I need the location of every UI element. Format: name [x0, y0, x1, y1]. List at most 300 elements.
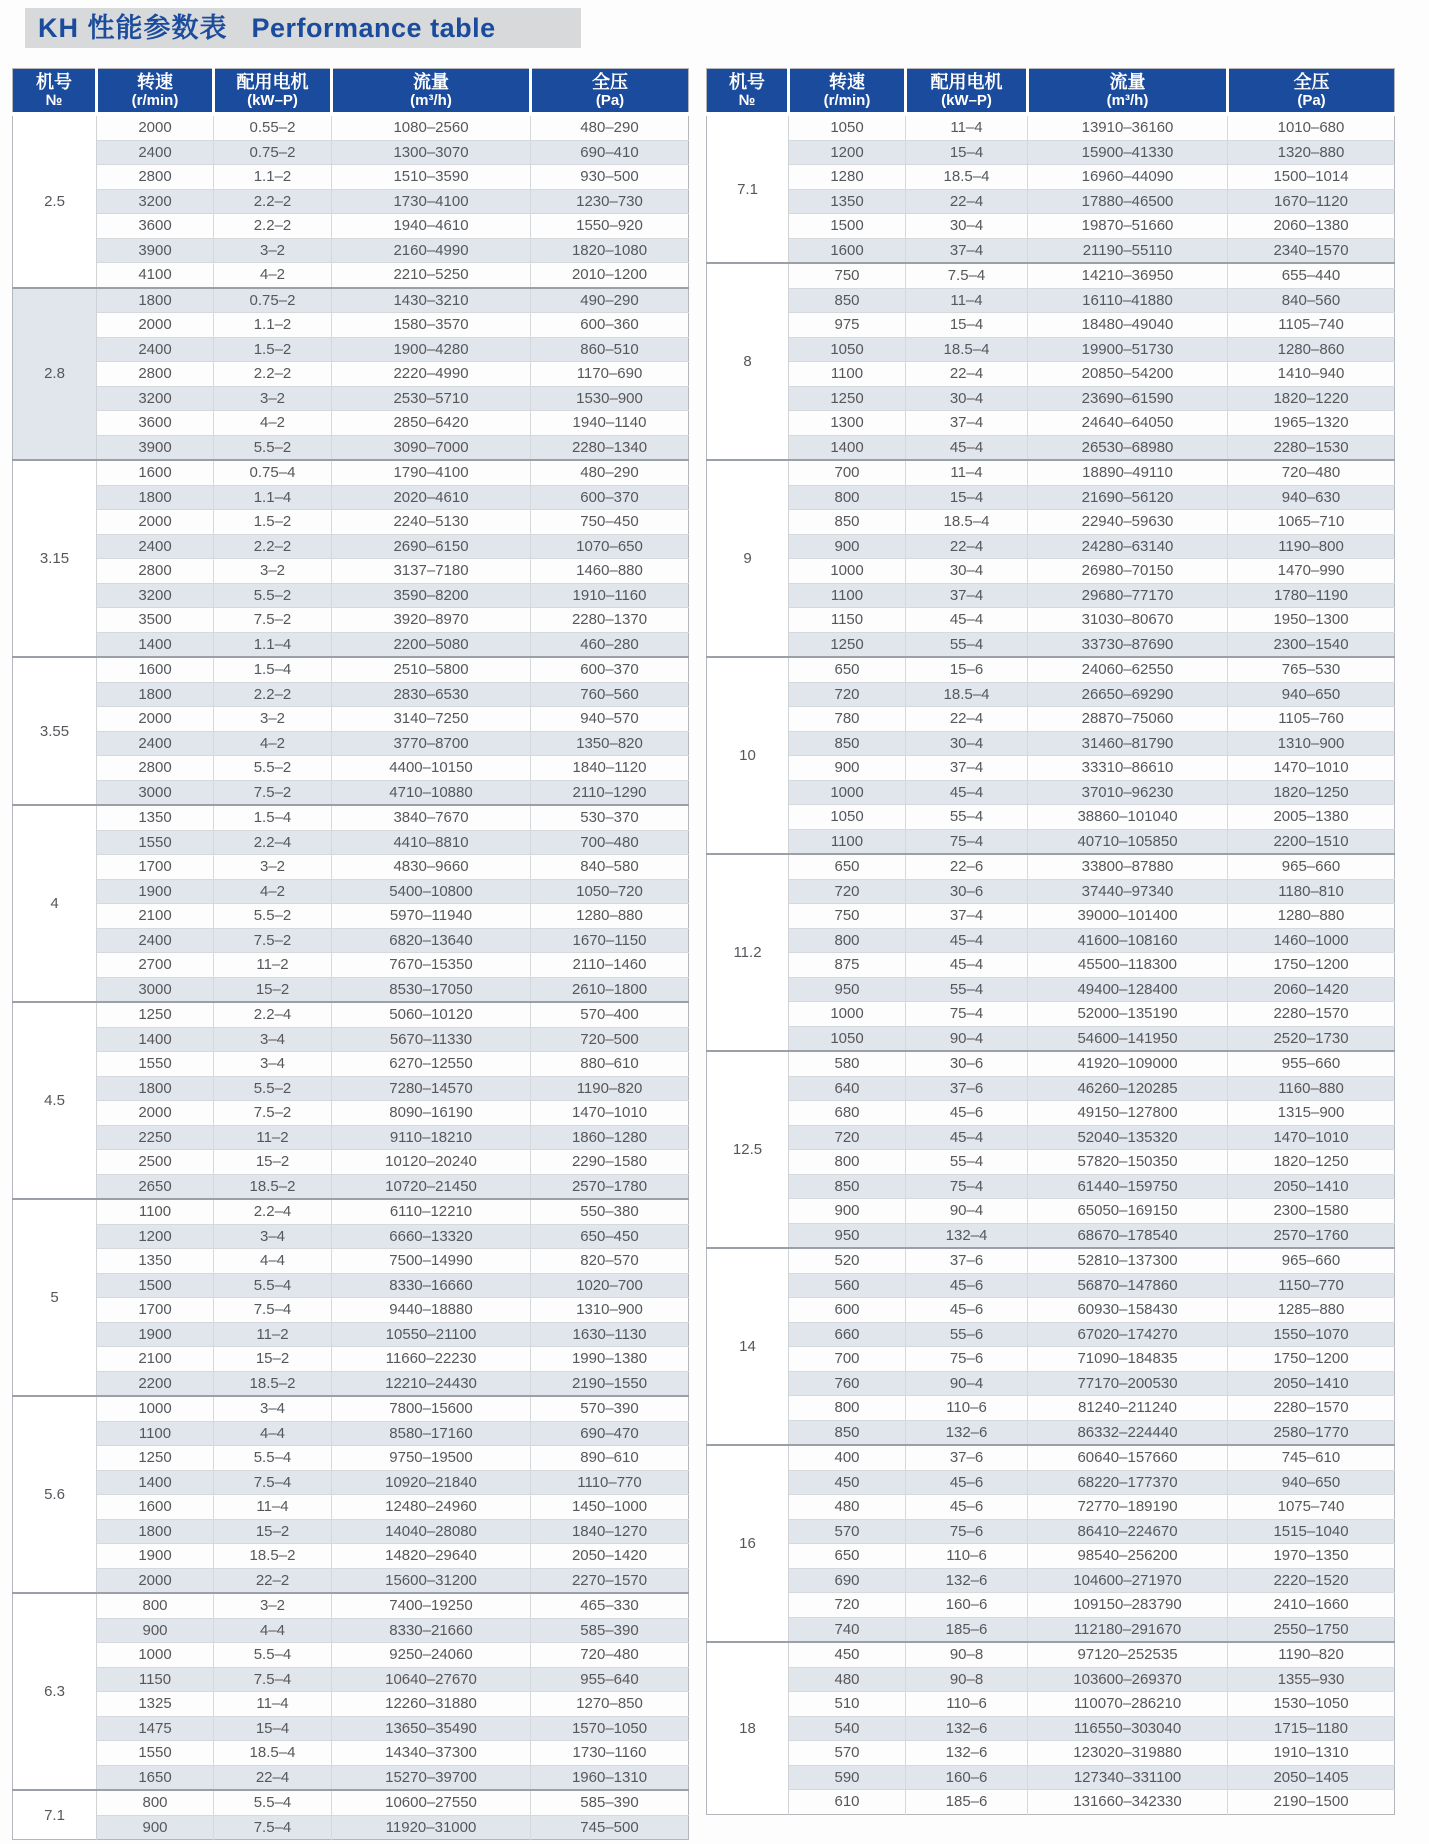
flow-cell: 12260–31880 — [332, 1692, 531, 1717]
flow-cell: 86410–224670 — [1028, 1519, 1228, 1544]
motor-cell: 3–2 — [214, 559, 332, 584]
table-row — [707, 460, 1395, 485]
table-row — [13, 904, 689, 929]
motor-cell: 45–4 — [906, 780, 1028, 805]
flow-cell: 68220–177370 — [1028, 1470, 1228, 1495]
pressure-cell: 2050–1410 — [1228, 1174, 1395, 1199]
speed-cell: 2800 — [97, 362, 214, 387]
motor-cell: 30–6 — [906, 1051, 1028, 1076]
table-row — [13, 1643, 689, 1668]
motor-cell: 2.2–2 — [214, 534, 332, 559]
flow-cell: 39000–101400 — [1028, 904, 1228, 929]
flow-cell: 11660–22230 — [332, 1347, 531, 1372]
speed-cell: 1250 — [789, 632, 906, 657]
flow-cell: 4830–9660 — [332, 855, 531, 880]
flow-cell: 45500–118300 — [1028, 953, 1228, 978]
pressure-cell: 880–610 — [531, 1052, 689, 1077]
flow-cell: 26530–68980 — [1028, 435, 1228, 460]
speed-cell: 750 — [789, 263, 906, 288]
model-no-cell: 2.8 — [13, 288, 97, 461]
motor-cell: 1.5–2 — [214, 510, 332, 535]
table-row — [707, 1716, 1395, 1741]
model-no-cell: 18 — [707, 1642, 789, 1814]
table-row — [13, 510, 689, 535]
flow-cell: 8530–17050 — [332, 977, 531, 1002]
speed-cell: 1050 — [789, 337, 906, 362]
pressure-cell: 2220–1520 — [1228, 1568, 1395, 1593]
speed-cell: 2000 — [97, 510, 214, 535]
motor-cell: 30–4 — [906, 731, 1028, 756]
table-row — [707, 1322, 1395, 1347]
motor-cell: 45–4 — [906, 953, 1028, 978]
pressure-cell: 2570–1780 — [531, 1174, 689, 1199]
pressure-cell: 465–330 — [531, 1593, 689, 1618]
speed-cell: 450 — [789, 1642, 906, 1667]
speed-cell: 800 — [789, 1396, 906, 1421]
flow-cell: 18480–49040 — [1028, 313, 1228, 338]
flow-cell: 10720–21450 — [332, 1174, 531, 1199]
flow-cell: 28870–75060 — [1028, 707, 1228, 732]
pressure-cell: 570–400 — [531, 1002, 689, 1027]
pressure-cell: 2300–1540 — [1228, 632, 1395, 657]
speed-cell: 740 — [789, 1617, 906, 1642]
motor-cell: 1.5–4 — [214, 805, 332, 830]
speed-cell: 1900 — [97, 1322, 214, 1347]
flow-cell: 9250–24060 — [332, 1643, 531, 1668]
motor-cell: 45–6 — [906, 1470, 1028, 1495]
motor-cell: 90–8 — [906, 1667, 1028, 1692]
pressure-cell: 1950–1300 — [1228, 608, 1395, 633]
motor-cell: 18.5–4 — [906, 165, 1028, 190]
motor-cell: 5.5–2 — [214, 904, 332, 929]
col-header-speed: 转速 (r/min) — [97, 69, 214, 115]
motor-cell: 22–4 — [906, 534, 1028, 559]
table-row — [13, 1692, 689, 1717]
pressure-cell: 745–610 — [1228, 1445, 1395, 1470]
pressure-cell: 860–510 — [531, 337, 689, 362]
table-body — [707, 114, 1395, 1814]
table-row — [13, 140, 689, 165]
pressure-cell: 1630–1130 — [531, 1322, 689, 1347]
motor-cell: 22–4 — [906, 362, 1028, 387]
pressure-cell: 2280–1570 — [1228, 1396, 1395, 1421]
table-row — [13, 879, 689, 904]
flow-cell: 1730–4100 — [332, 189, 531, 214]
motor-cell: 55–4 — [906, 805, 1028, 830]
pressure-cell: 1285–880 — [1228, 1298, 1395, 1323]
pressure-cell: 720–480 — [531, 1643, 689, 1668]
pressure-cell: 840–560 — [1228, 288, 1395, 313]
motor-cell: 3–2 — [214, 386, 332, 411]
flow-cell: 1580–3570 — [332, 313, 531, 338]
speed-cell: 1550 — [97, 1052, 214, 1077]
motor-cell: 90–4 — [906, 1371, 1028, 1396]
flow-cell: 37010–96230 — [1028, 780, 1228, 805]
pressure-cell: 2060–1380 — [1228, 214, 1395, 239]
speed-cell: 850 — [789, 731, 906, 756]
motor-cell: 1.5–2 — [214, 337, 332, 362]
speed-cell: 2700 — [97, 953, 214, 978]
table-row — [707, 1765, 1395, 1790]
speed-cell: 3200 — [97, 583, 214, 608]
speed-cell: 560 — [789, 1273, 906, 1298]
speed-cell: 800 — [789, 1150, 906, 1175]
speed-cell: 1150 — [97, 1667, 214, 1692]
pressure-cell: 1460–880 — [531, 559, 689, 584]
table-row — [707, 1150, 1395, 1175]
flow-cell: 29680–77170 — [1028, 583, 1228, 608]
motor-cell: 45–4 — [906, 608, 1028, 633]
pressure-cell: 750–450 — [531, 510, 689, 535]
motor-cell: 3–2 — [214, 1593, 332, 1618]
flow-cell: 123020–319880 — [1028, 1741, 1228, 1766]
speed-cell: 2800 — [97, 756, 214, 781]
pressure-cell: 1550–920 — [531, 214, 689, 239]
page-title-band — [25, 8, 581, 48]
motor-cell: 160–6 — [906, 1765, 1028, 1790]
motor-cell: 132–6 — [906, 1716, 1028, 1741]
motor-cell: 11–2 — [214, 1125, 332, 1150]
table-row — [707, 682, 1395, 707]
table-row — [13, 1347, 689, 1372]
motor-cell: 11–4 — [906, 460, 1028, 485]
table-row — [13, 1002, 689, 1027]
performance-table-left — [12, 68, 689, 1840]
table-row — [707, 1790, 1395, 1815]
table-row — [13, 756, 689, 781]
pressure-cell: 2340–1570 — [1228, 238, 1395, 263]
flow-cell: 103600–269370 — [1028, 1667, 1228, 1692]
pressure-cell: 1280–860 — [1228, 337, 1395, 362]
pressure-cell: 1310–900 — [531, 1298, 689, 1323]
speed-cell: 720 — [789, 682, 906, 707]
speed-cell: 780 — [789, 707, 906, 732]
pressure-cell: 1990–1380 — [531, 1347, 689, 1372]
flow-cell: 2850–6420 — [332, 411, 531, 436]
speed-cell: 650 — [789, 657, 906, 682]
pressure-cell: 1070–650 — [531, 534, 689, 559]
table-row — [707, 411, 1395, 436]
speed-cell: 2000 — [97, 313, 214, 338]
speed-cell: 2000 — [97, 1101, 214, 1126]
flow-cell: 7670–15350 — [332, 953, 531, 978]
table-row — [13, 657, 689, 682]
pressure-cell: 2110–1290 — [531, 780, 689, 805]
motor-cell: 5.5–4 — [214, 1643, 332, 1668]
pressure-cell: 1150–770 — [1228, 1273, 1395, 1298]
motor-cell: 18.5–4 — [906, 682, 1028, 707]
table-row — [707, 1568, 1395, 1593]
table-row — [707, 386, 1395, 411]
flow-cell: 41920–109000 — [1028, 1051, 1228, 1076]
table-header — [13, 69, 689, 115]
motor-cell: 55–6 — [906, 1322, 1028, 1347]
flow-cell: 15270–39700 — [332, 1765, 531, 1790]
pressure-cell: 1730–1160 — [531, 1741, 689, 1766]
flow-cell: 8090–16190 — [332, 1101, 531, 1126]
pressure-cell: 720–500 — [531, 1027, 689, 1052]
model-no-cell: 3.55 — [13, 657, 97, 805]
table-row — [13, 1716, 689, 1741]
speed-cell: 1100 — [97, 1199, 214, 1224]
pressure-cell: 965–660 — [1228, 1248, 1395, 1273]
table-row — [13, 1421, 689, 1446]
motor-cell: 3–4 — [214, 1224, 332, 1249]
flow-cell: 14340–37300 — [332, 1741, 531, 1766]
pressure-cell: 2410–1660 — [1228, 1593, 1395, 1618]
pressure-cell: 650–450 — [531, 1224, 689, 1249]
table-row — [13, 583, 689, 608]
table-body — [13, 114, 689, 1840]
flow-cell: 2200–5080 — [332, 632, 531, 657]
model-no-cell: 3.15 — [13, 460, 97, 657]
motor-cell: 45–4 — [906, 1125, 1028, 1150]
table-row — [707, 1125, 1395, 1150]
motor-cell: 132–6 — [906, 1420, 1028, 1445]
table-header — [707, 69, 1395, 115]
table-row — [707, 707, 1395, 732]
pressure-cell: 600–360 — [531, 313, 689, 338]
motor-cell: 45–6 — [906, 1273, 1028, 1298]
table-row — [707, 1051, 1395, 1076]
table-row — [13, 1174, 689, 1199]
pressure-cell: 2270–1570 — [531, 1568, 689, 1593]
table-row — [13, 830, 689, 855]
flow-cell: 60930–158430 — [1028, 1298, 1228, 1323]
motor-cell: 132–6 — [906, 1568, 1028, 1593]
speed-cell: 800 — [789, 485, 906, 510]
flow-cell: 3140–7250 — [332, 707, 531, 732]
pressure-cell: 1860–1280 — [531, 1125, 689, 1150]
pressure-cell: 1280–880 — [531, 904, 689, 929]
flow-cell: 14210–36950 — [1028, 263, 1228, 288]
pressure-cell: 585–390 — [531, 1618, 689, 1643]
pressure-cell: 2110–1460 — [531, 953, 689, 978]
flow-cell: 3137–7180 — [332, 559, 531, 584]
pressure-cell: 1670–1150 — [531, 928, 689, 953]
speed-cell: 2400 — [97, 534, 214, 559]
table-row — [707, 1642, 1395, 1667]
flow-cell: 13910–36160 — [1028, 114, 1228, 140]
speed-cell: 2000 — [97, 707, 214, 732]
table-row — [13, 1371, 689, 1396]
motor-cell: 18.5–2 — [214, 1174, 332, 1199]
flow-cell: 20850–54200 — [1028, 362, 1228, 387]
motor-cell: 75–6 — [906, 1347, 1028, 1372]
flow-cell: 61440–159750 — [1028, 1174, 1228, 1199]
speed-cell: 1550 — [97, 1741, 214, 1766]
table-row — [13, 682, 689, 707]
pressure-cell: 1750–1200 — [1228, 953, 1395, 978]
table-row — [13, 1396, 689, 1421]
motor-cell: 90–4 — [906, 1199, 1028, 1224]
speed-cell: 450 — [789, 1470, 906, 1495]
speed-cell: 3900 — [97, 238, 214, 263]
table-row — [13, 288, 689, 313]
pressure-cell: 480–290 — [531, 114, 689, 140]
model-no-cell: 7.1 — [13, 1790, 97, 1840]
table-row — [707, 189, 1395, 214]
speed-cell: 900 — [789, 1199, 906, 1224]
motor-cell: 132–4 — [906, 1223, 1028, 1248]
motor-cell: 4–2 — [214, 263, 332, 288]
motor-cell: 22–4 — [906, 707, 1028, 732]
table-row — [707, 780, 1395, 805]
speed-cell: 3600 — [97, 411, 214, 436]
pressure-cell: 1110–770 — [531, 1470, 689, 1495]
speed-cell: 1250 — [97, 1446, 214, 1471]
speed-cell: 1000 — [97, 1396, 214, 1421]
speed-cell: 1100 — [789, 362, 906, 387]
flow-cell: 10120–20240 — [332, 1150, 531, 1175]
table-row — [707, 731, 1395, 756]
motor-cell: 5.5–4 — [214, 1273, 332, 1298]
pressure-cell: 1820–1250 — [1228, 780, 1395, 805]
flow-cell: 7800–15600 — [332, 1396, 531, 1421]
page-title-zh: KH 性能参数表 — [38, 13, 228, 43]
flow-cell: 52810–137300 — [1028, 1248, 1228, 1273]
speed-cell: 1900 — [97, 1544, 214, 1569]
motor-cell: 160–6 — [906, 1593, 1028, 1618]
table-row — [707, 657, 1395, 682]
flow-cell: 15900–41330 — [1028, 140, 1228, 165]
table-row — [13, 632, 689, 657]
flow-cell: 46260–120285 — [1028, 1076, 1228, 1101]
table-row — [707, 337, 1395, 362]
table-row — [13, 1052, 689, 1077]
motor-cell: 45–4 — [906, 435, 1028, 460]
motor-cell: 3–4 — [214, 1052, 332, 1077]
motor-cell: 7.5–2 — [214, 780, 332, 805]
table-row — [13, 362, 689, 387]
pressure-cell: 1715–1180 — [1228, 1716, 1395, 1741]
table-row — [707, 1347, 1395, 1372]
speed-cell: 1900 — [97, 879, 214, 904]
motor-cell: 4–2 — [214, 411, 332, 436]
flow-cell: 2160–4990 — [332, 238, 531, 263]
pressure-cell: 2290–1580 — [531, 1150, 689, 1175]
flow-cell: 49400–128400 — [1028, 977, 1228, 1002]
speed-cell: 1800 — [97, 682, 214, 707]
table-row — [707, 1617, 1395, 1642]
model-no-cell: 8 — [707, 263, 789, 460]
table-row — [707, 1223, 1395, 1248]
pressure-cell: 1105–760 — [1228, 707, 1395, 732]
flow-cell: 19870–51660 — [1028, 214, 1228, 239]
motor-cell: 3–2 — [214, 707, 332, 732]
pressure-cell: 2200–1510 — [1228, 829, 1395, 854]
pressure-cell: 745–500 — [531, 1815, 689, 1840]
speed-cell: 1300 — [789, 411, 906, 436]
pressure-cell: 2550–1750 — [1228, 1617, 1395, 1642]
speed-cell: 2500 — [97, 1150, 214, 1175]
flow-cell: 24640–64050 — [1028, 411, 1228, 436]
flow-cell: 1300–3070 — [332, 140, 531, 165]
table-row — [13, 485, 689, 510]
model-no-cell: 5 — [13, 1199, 97, 1396]
table-row — [707, 928, 1395, 953]
table-row — [13, 1568, 689, 1593]
speed-cell: 875 — [789, 953, 906, 978]
table-row — [13, 559, 689, 584]
motor-cell: 5.5–2 — [214, 435, 332, 460]
pressure-cell: 940–630 — [1228, 485, 1395, 510]
flow-cell: 98540–256200 — [1028, 1544, 1228, 1569]
pressure-cell: 2050–1410 — [1228, 1371, 1395, 1396]
flow-cell: 6820–13640 — [332, 928, 531, 953]
motor-cell: 4–4 — [214, 1421, 332, 1446]
table-row — [13, 189, 689, 214]
motor-cell: 15–4 — [906, 485, 1028, 510]
motor-cell: 55–4 — [906, 632, 1028, 657]
motor-cell: 3–2 — [214, 855, 332, 880]
speed-cell: 1400 — [97, 632, 214, 657]
table-row — [13, 731, 689, 756]
table-row — [13, 313, 689, 338]
speed-cell: 2400 — [97, 928, 214, 953]
pressure-cell: 2050–1405 — [1228, 1765, 1395, 1790]
flow-cell: 7500–14990 — [332, 1249, 531, 1274]
model-no-cell: 7.1 — [707, 114, 789, 263]
pressure-cell: 1410–940 — [1228, 362, 1395, 387]
speed-cell: 3900 — [97, 435, 214, 460]
motor-cell: 75–6 — [906, 1519, 1028, 1544]
motor-cell: 7.5–4 — [214, 1470, 332, 1495]
col-header-no: 机号 № — [13, 69, 97, 115]
pressure-cell: 765–530 — [1228, 657, 1395, 682]
pressure-cell: 1315–900 — [1228, 1101, 1395, 1126]
speed-cell: 1500 — [789, 214, 906, 239]
flow-cell: 49150–127800 — [1028, 1101, 1228, 1126]
speed-cell: 1100 — [789, 583, 906, 608]
table-row — [13, 165, 689, 190]
motor-cell: 75–4 — [906, 1174, 1028, 1199]
motor-cell: 7.5–4 — [214, 1667, 332, 1692]
pressure-cell: 1820–1250 — [1228, 1150, 1395, 1175]
pressure-cell: 2520–1730 — [1228, 1026, 1395, 1051]
table-row — [707, 1593, 1395, 1618]
table-row — [707, 904, 1395, 929]
pressure-cell: 1960–1310 — [531, 1765, 689, 1790]
speed-cell: 4100 — [97, 263, 214, 288]
table-row — [13, 1125, 689, 1150]
speed-cell: 1050 — [789, 1026, 906, 1051]
pressure-cell: 1530–900 — [531, 386, 689, 411]
table-row — [13, 435, 689, 460]
pressure-cell: 940–650 — [1228, 1470, 1395, 1495]
flow-cell: 3090–7000 — [332, 435, 531, 460]
pressure-cell: 700–480 — [531, 830, 689, 855]
motor-cell: 45–6 — [906, 1101, 1028, 1126]
motor-cell: 7.5–4 — [214, 1298, 332, 1323]
table-row — [707, 829, 1395, 854]
speed-cell: 2000 — [97, 1568, 214, 1593]
flow-cell: 97120–252535 — [1028, 1642, 1228, 1667]
speed-cell: 900 — [789, 534, 906, 559]
pressure-cell: 1180–810 — [1228, 879, 1395, 904]
motor-cell: 7.5–2 — [214, 1101, 332, 1126]
flow-cell: 24060–62550 — [1028, 657, 1228, 682]
pressure-cell: 1910–1310 — [1228, 1741, 1395, 1766]
flow-cell: 72770–189190 — [1028, 1495, 1228, 1520]
table-row — [13, 1519, 689, 1544]
table-row — [707, 559, 1395, 584]
pressure-cell: 955–640 — [531, 1667, 689, 1692]
table-row — [13, 534, 689, 559]
motor-cell: 0.75–2 — [214, 140, 332, 165]
table-row — [707, 313, 1395, 338]
flow-cell: 10920–21840 — [332, 1470, 531, 1495]
